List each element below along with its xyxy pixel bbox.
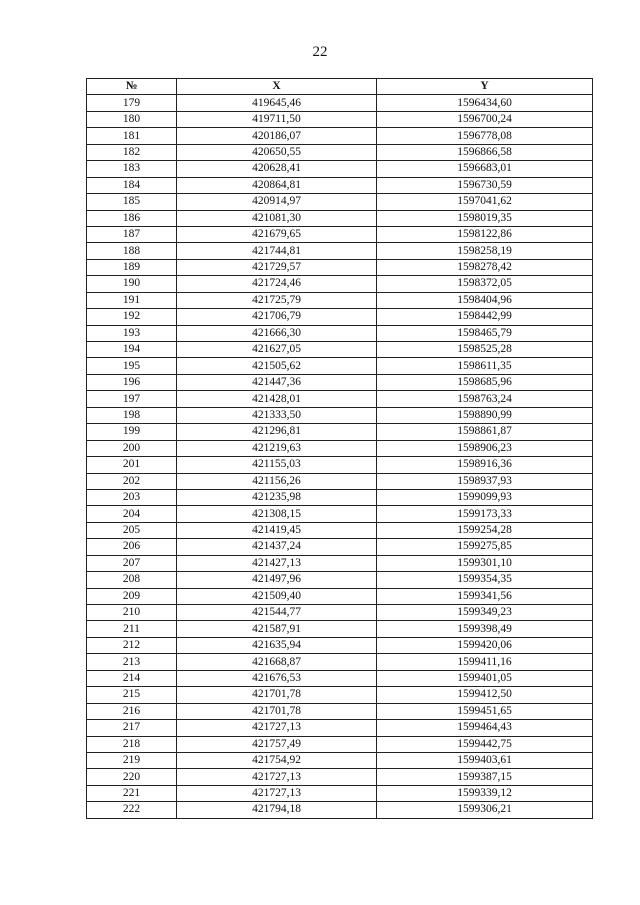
cell-number: 200 <box>87 440 177 456</box>
cell-y: 1596866,58 <box>377 144 593 160</box>
cell-number: 204 <box>87 506 177 522</box>
cell-y: 1598763,24 <box>377 391 593 407</box>
cell-number: 202 <box>87 473 177 489</box>
table-row <box>87 440 593 456</box>
table-row <box>87 687 593 703</box>
cell-x: 421437,24 <box>177 539 377 555</box>
table-row <box>87 802 593 818</box>
table-row <box>87 342 593 358</box>
cell-x: 421744,81 <box>177 243 377 259</box>
cell-number: 186 <box>87 210 177 226</box>
cell-number: 183 <box>87 161 177 177</box>
cell-y: 1599301,10 <box>377 555 593 571</box>
cell-number: 206 <box>87 539 177 555</box>
cell-number: 211 <box>87 621 177 637</box>
cell-number: 216 <box>87 703 177 719</box>
cell-x: 420186,07 <box>177 128 377 144</box>
cell-x: 421757,49 <box>177 736 377 752</box>
cell-y: 1598861,87 <box>377 424 593 440</box>
cell-y: 1599349,23 <box>377 605 593 621</box>
cell-x: 421428,01 <box>177 391 377 407</box>
table-row <box>87 457 593 473</box>
cell-x: 421155,03 <box>177 457 377 473</box>
cell-number: 213 <box>87 654 177 670</box>
table-row <box>87 309 593 325</box>
cell-number: 181 <box>87 128 177 144</box>
cell-x: 421081,30 <box>177 210 377 226</box>
table-row <box>87 506 593 522</box>
cell-y: 1598906,23 <box>377 440 593 456</box>
column-header-x: X <box>177 79 377 95</box>
cell-x: 421729,57 <box>177 259 377 275</box>
cell-y: 1599412,50 <box>377 687 593 703</box>
table-header-row <box>87 79 593 95</box>
cell-x: 421679,65 <box>177 226 377 242</box>
table-row <box>87 654 593 670</box>
cell-y: 1598685,96 <box>377 374 593 390</box>
cell-number: 215 <box>87 687 177 703</box>
cell-x: 420864,81 <box>177 177 377 193</box>
cell-x: 421754,92 <box>177 752 377 768</box>
cell-number: 218 <box>87 736 177 752</box>
cell-y: 1599341,56 <box>377 588 593 604</box>
cell-x: 421794,18 <box>177 802 377 818</box>
cell-number: 198 <box>87 407 177 423</box>
cell-number: 209 <box>87 588 177 604</box>
cell-x: 421544,77 <box>177 605 377 621</box>
cell-x: 421497,96 <box>177 572 377 588</box>
cell-number: 222 <box>87 802 177 818</box>
table-row <box>87 161 593 177</box>
cell-x: 421156,26 <box>177 473 377 489</box>
cell-y: 1599275,85 <box>377 539 593 555</box>
table-row <box>87 407 593 423</box>
table-row <box>87 210 593 226</box>
table-row <box>87 374 593 390</box>
cell-number: 203 <box>87 489 177 505</box>
cell-y: 1598258,19 <box>377 243 593 259</box>
cell-y: 1598525,28 <box>377 342 593 358</box>
table-row <box>87 703 593 719</box>
cell-y: 1598916,36 <box>377 457 593 473</box>
cell-number: 217 <box>87 720 177 736</box>
cell-x: 421635,94 <box>177 637 377 653</box>
cell-x: 421308,15 <box>177 506 377 522</box>
cell-y: 1599354,35 <box>377 572 593 588</box>
cell-y: 1598937,93 <box>377 473 593 489</box>
cell-number: 212 <box>87 637 177 653</box>
table-row <box>87 226 593 242</box>
cell-y: 1598372,05 <box>377 276 593 292</box>
cell-x: 419711,50 <box>177 111 377 127</box>
table-row <box>87 752 593 768</box>
cell-y: 1599401,05 <box>377 670 593 686</box>
cell-x: 421587,91 <box>177 621 377 637</box>
cell-number: 179 <box>87 95 177 111</box>
cell-number: 219 <box>87 752 177 768</box>
table-row <box>87 424 593 440</box>
table-row <box>87 539 593 555</box>
cell-number: 182 <box>87 144 177 160</box>
cell-number: 207 <box>87 555 177 571</box>
cell-number: 189 <box>87 259 177 275</box>
cell-number: 193 <box>87 325 177 341</box>
cell-x: 421666,30 <box>177 325 377 341</box>
table-row <box>87 621 593 637</box>
table-row <box>87 637 593 653</box>
cell-number: 220 <box>87 769 177 785</box>
table-row <box>87 95 593 111</box>
cell-y: 1599403,61 <box>377 752 593 768</box>
cell-number: 205 <box>87 522 177 538</box>
cell-y: 1599411,16 <box>377 654 593 670</box>
table-row <box>87 259 593 275</box>
cell-number: 195 <box>87 358 177 374</box>
cell-number: 194 <box>87 342 177 358</box>
cell-y: 1599451,65 <box>377 703 593 719</box>
cell-x: 421727,13 <box>177 720 377 736</box>
table-row <box>87 243 593 259</box>
cell-y: 1598465,79 <box>377 325 593 341</box>
cell-x: 421219,63 <box>177 440 377 456</box>
cell-y: 1596683,01 <box>377 161 593 177</box>
cell-x: 421706,79 <box>177 309 377 325</box>
cell-y: 1598442,99 <box>377 309 593 325</box>
cell-y: 1598019,35 <box>377 210 593 226</box>
cell-y: 1599173,33 <box>377 506 593 522</box>
cell-y: 1599099,93 <box>377 489 593 505</box>
cell-x: 420650,55 <box>177 144 377 160</box>
cell-number: 197 <box>87 391 177 407</box>
cell-y: 1596730,59 <box>377 177 593 193</box>
cell-number: 185 <box>87 194 177 210</box>
table-row <box>87 144 593 160</box>
column-header-number: № <box>87 79 177 95</box>
cell-x: 421235,98 <box>177 489 377 505</box>
table-row <box>87 391 593 407</box>
cell-number: 201 <box>87 457 177 473</box>
table-row <box>87 555 593 571</box>
cell-x: 421333,50 <box>177 407 377 423</box>
cell-number: 191 <box>87 292 177 308</box>
cell-y: 1596434,60 <box>377 95 593 111</box>
cell-number: 199 <box>87 424 177 440</box>
cell-y: 1598404,96 <box>377 292 593 308</box>
cell-y: 1599306,21 <box>377 802 593 818</box>
table-row <box>87 588 593 604</box>
cell-x: 421427,13 <box>177 555 377 571</box>
table-row <box>87 670 593 686</box>
table-row <box>87 473 593 489</box>
cell-x: 421727,13 <box>177 785 377 801</box>
cell-x: 421668,87 <box>177 654 377 670</box>
cell-x: 421505,62 <box>177 358 377 374</box>
cell-number: 187 <box>87 226 177 242</box>
cell-number: 208 <box>87 572 177 588</box>
cell-y: 1599254,28 <box>377 522 593 538</box>
cell-number: 190 <box>87 276 177 292</box>
table-row <box>87 177 593 193</box>
cell-y: 1596778,08 <box>377 128 593 144</box>
cell-x: 421419,45 <box>177 522 377 538</box>
cell-y: 1598890,99 <box>377 407 593 423</box>
cell-number: 221 <box>87 785 177 801</box>
cell-number: 180 <box>87 111 177 127</box>
cell-number: 196 <box>87 374 177 390</box>
cell-x: 421727,13 <box>177 769 377 785</box>
table-row <box>87 785 593 801</box>
table-row <box>87 276 593 292</box>
cell-y: 1599420,06 <box>377 637 593 653</box>
cell-y: 1599442,75 <box>377 736 593 752</box>
cell-x: 419645,46 <box>177 95 377 111</box>
table-row <box>87 358 593 374</box>
cell-x: 421627,05 <box>177 342 377 358</box>
cell-y: 1599339,12 <box>377 785 593 801</box>
cell-y: 1598122,86 <box>377 226 593 242</box>
table-row <box>87 769 593 785</box>
cell-number: 188 <box>87 243 177 259</box>
cell-x: 420914,97 <box>177 194 377 210</box>
cell-y: 1598611,35 <box>377 358 593 374</box>
cell-y: 1599398,49 <box>377 621 593 637</box>
cell-y: 1599464,43 <box>377 720 593 736</box>
cell-x: 421447,36 <box>177 374 377 390</box>
page-number: 22 <box>312 44 328 60</box>
cell-x: 421701,78 <box>177 687 377 703</box>
cell-x: 421676,53 <box>177 670 377 686</box>
cell-number: 210 <box>87 605 177 621</box>
cell-x: 421509,40 <box>177 588 377 604</box>
table-body <box>87 95 593 818</box>
cell-y: 1596700,24 <box>377 111 593 127</box>
table-row <box>87 325 593 341</box>
table-row <box>87 605 593 621</box>
column-header-y: Y <box>377 79 593 95</box>
cell-x: 421724,46 <box>177 276 377 292</box>
coordinates-table <box>86 78 593 819</box>
table-row <box>87 572 593 588</box>
cell-x: 421701,78 <box>177 703 377 719</box>
table-row <box>87 128 593 144</box>
table-row <box>87 111 593 127</box>
table-row <box>87 489 593 505</box>
table-row <box>87 292 593 308</box>
table-row <box>87 720 593 736</box>
table-row <box>87 736 593 752</box>
cell-number: 214 <box>87 670 177 686</box>
table-row <box>87 522 593 538</box>
cell-x: 421725,79 <box>177 292 377 308</box>
cell-number: 184 <box>87 177 177 193</box>
cell-y: 1598278,42 <box>377 259 593 275</box>
cell-x: 421296,81 <box>177 424 377 440</box>
cell-y: 1597041,62 <box>377 194 593 210</box>
cell-number: 192 <box>87 309 177 325</box>
table-row <box>87 194 593 210</box>
cell-x: 420628,41 <box>177 161 377 177</box>
cell-y: 1599387,15 <box>377 769 593 785</box>
